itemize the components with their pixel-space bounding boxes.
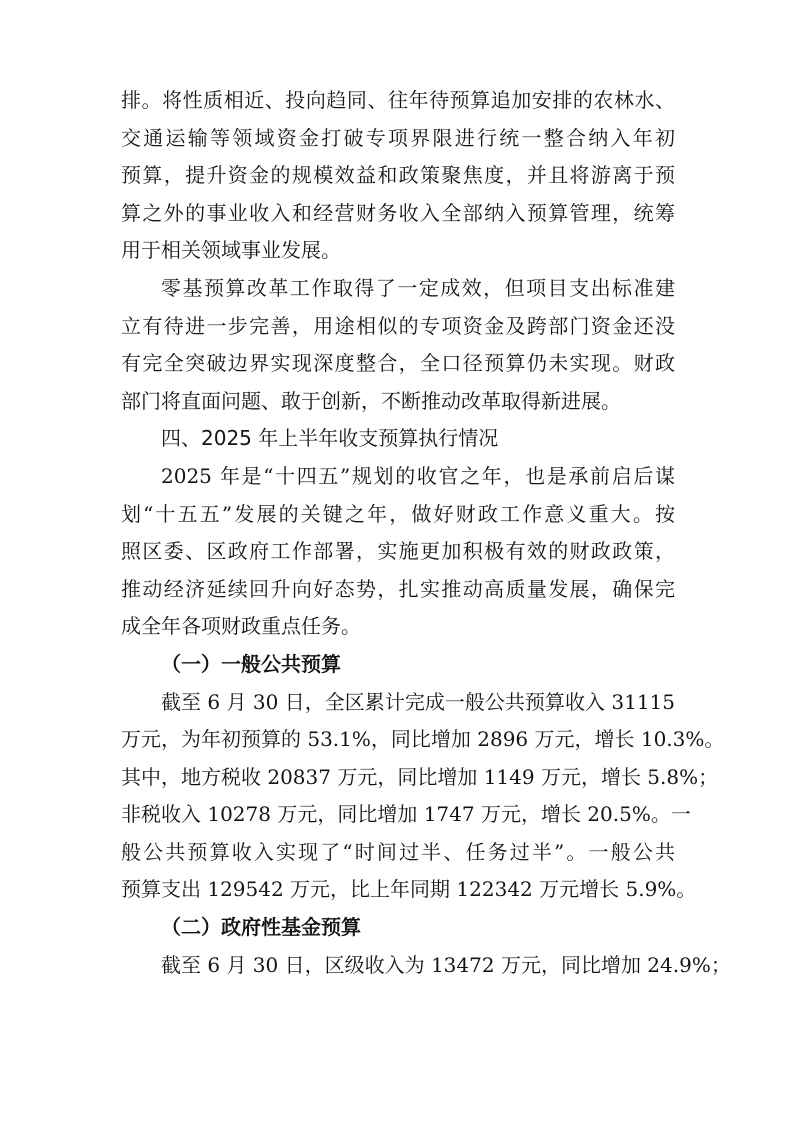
text-line: 零基预算改革工作取得了一定成效，但项目支出标准建 <box>161 275 675 300</box>
subsection-heading: （二）政府性基金预算 <box>161 915 361 940</box>
text-line: 排。将性质相近、投向趋同、往年待预算追加安排的农林水、 <box>121 88 675 112</box>
text-line: 成全年各项财政重点任务。 <box>121 614 361 639</box>
document-body <box>121 82 731 984</box>
text-line: 有完全突破边界实现深度整合，全口径预算仍未实现。财政 <box>121 351 675 376</box>
text-line: 截至 6 月 30 日，区级收入为 13472 万元，同比增加 24.9%； <box>161 952 731 977</box>
text-line: 万元，为年初预算的 53.1%，同比增加 2896 万元，增长 10.3%。 <box>121 727 725 752</box>
text-line: 预算，提升资金的规模效益和政策聚焦度，并且将游离于预 <box>121 163 675 188</box>
text-line: 般公共预算收入实现了“时间过半、任务过半”。一般公共 <box>121 839 675 864</box>
subsection-heading: （一）一般公共预算 <box>161 651 341 676</box>
text-line: 其中，地方税收 20837 万元，同比增加 1149 万元，增长 5.8%； <box>121 764 719 789</box>
text-line: 部门将直面问题、敢于创新，不断推动改革取得新进展。 <box>121 388 621 413</box>
text-line: 截至 6 月 30 日，全区累计完成一般公共预算收入 31115 <box>161 689 675 714</box>
section-heading: 四、2025 年上半年收支预算执行情况 <box>161 426 499 451</box>
text-line: 立有待进一步完善，用途相似的专项资金及跨部门资金还没 <box>121 313 675 338</box>
text-line: 照区委、区政府工作部署，实施更加积极有效的财政政策， <box>121 539 675 564</box>
text-line: 交通运输等领域资金打破专项界限进行统一整合纳入年初 <box>121 125 675 150</box>
text-line: 预算支出 129542 万元，比上年同期 122342 万元增长 5.9%。 <box>121 877 697 902</box>
text-line: 用于相关领域事业发展。 <box>121 238 341 263</box>
text-line: 算之外的事业收入和经营财务收入全部纳入预算管理，统筹 <box>121 200 675 225</box>
text-line: 2025 年是“十四五”规划的收官之年，也是承前启后谋 <box>161 463 675 488</box>
text-line: 非税收入 10278 万元，同比增加 1747 万元，增长 20.5%。一 <box>121 802 691 827</box>
text-line: 划“十五五”发展的关键之年，做好财政工作意义重大。按 <box>121 501 675 526</box>
text-line: 推动经济延续回升向好态势，扎实推动高质量发展，确保完 <box>121 576 675 601</box>
